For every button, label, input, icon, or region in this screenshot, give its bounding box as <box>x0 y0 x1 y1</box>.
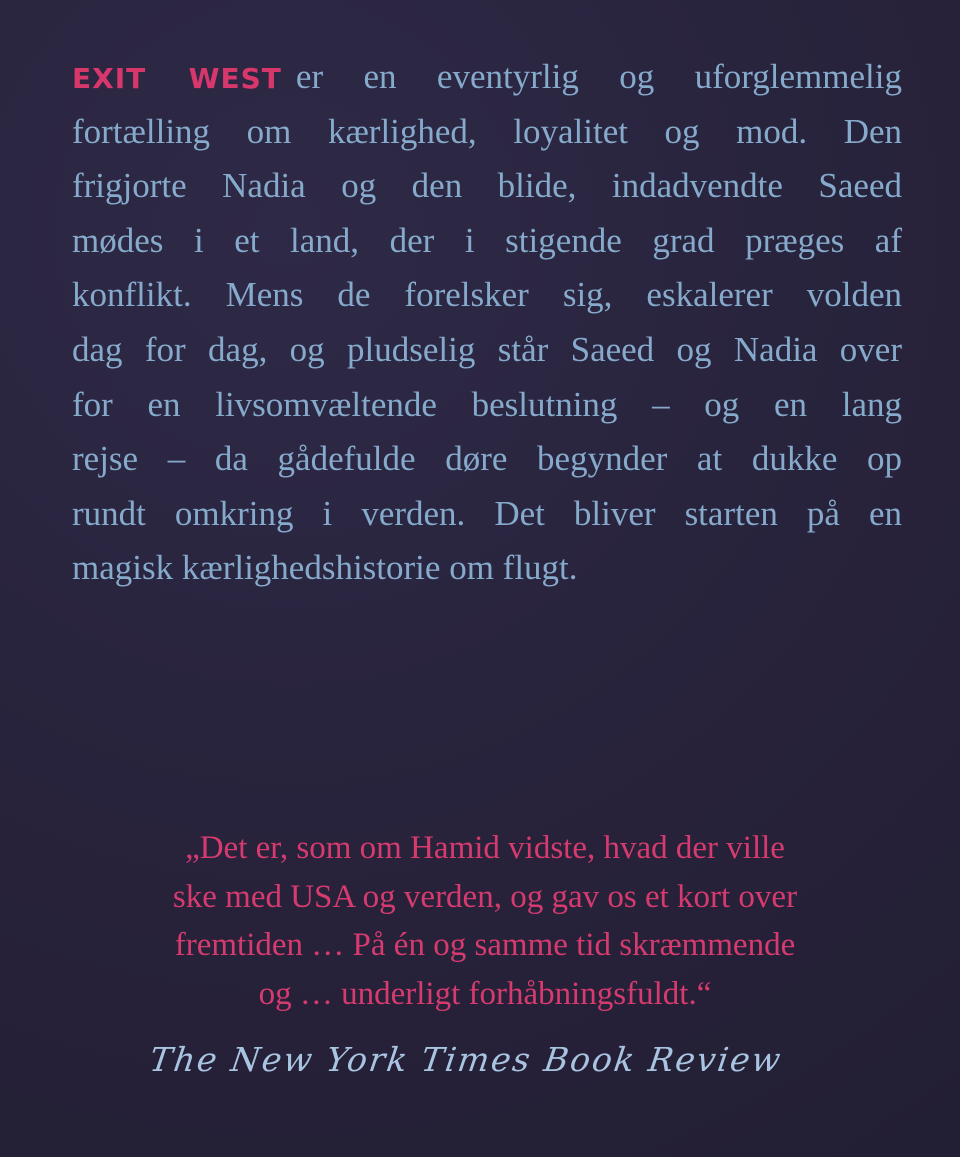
blurb-line: rundt omkring i verden. Det bliver starten på en <box>72 493 902 533</box>
quote-line: og … underligt forhåbningsfuldt.“ <box>258 975 712 1012</box>
quote-source: The New York Times Book Review <box>147 1040 785 1079</box>
blurb-line: frigjorte Nadia og den blide, indadvendte Saeed <box>72 166 902 206</box>
quote-line: ske med USA og verden, og gav os et kort over <box>172 878 798 915</box>
book-blurb <box>72 50 902 596</box>
blurb-line: fortælling om kærlighed, loyalitet og mod. Den <box>72 111 902 151</box>
blurb-line <box>72 50 902 105</box>
book-title: EXIT WEST <box>72 62 282 95</box>
blurb-line: konflikt. Mens de forelsker sig, eskalerer volden <box>72 275 902 315</box>
blurb-line: magisk kærlighedshistorie om flugt. <box>72 548 578 588</box>
blurb-line: for en livsomvæltende beslutning – og en lang <box>72 384 902 424</box>
blurb-line: rejse – da gådefulde døre begynder at dukke op <box>72 439 902 479</box>
blurb-text: er en eventyrlig og uforglemmelig <box>295 57 902 96</box>
review-quote <box>60 824 910 1018</box>
quote-line: fremtiden … På én og samme tid skræmmende <box>174 927 796 963</box>
blurb-line: dag for dag, og pludselig står Saeed og Nadia over <box>72 329 902 369</box>
quote-line: „Det er, som om Hamid vidste, hvad der ville <box>185 830 785 866</box>
blurb-line: mødes i et land, der i stigende grad præges af <box>72 220 902 260</box>
